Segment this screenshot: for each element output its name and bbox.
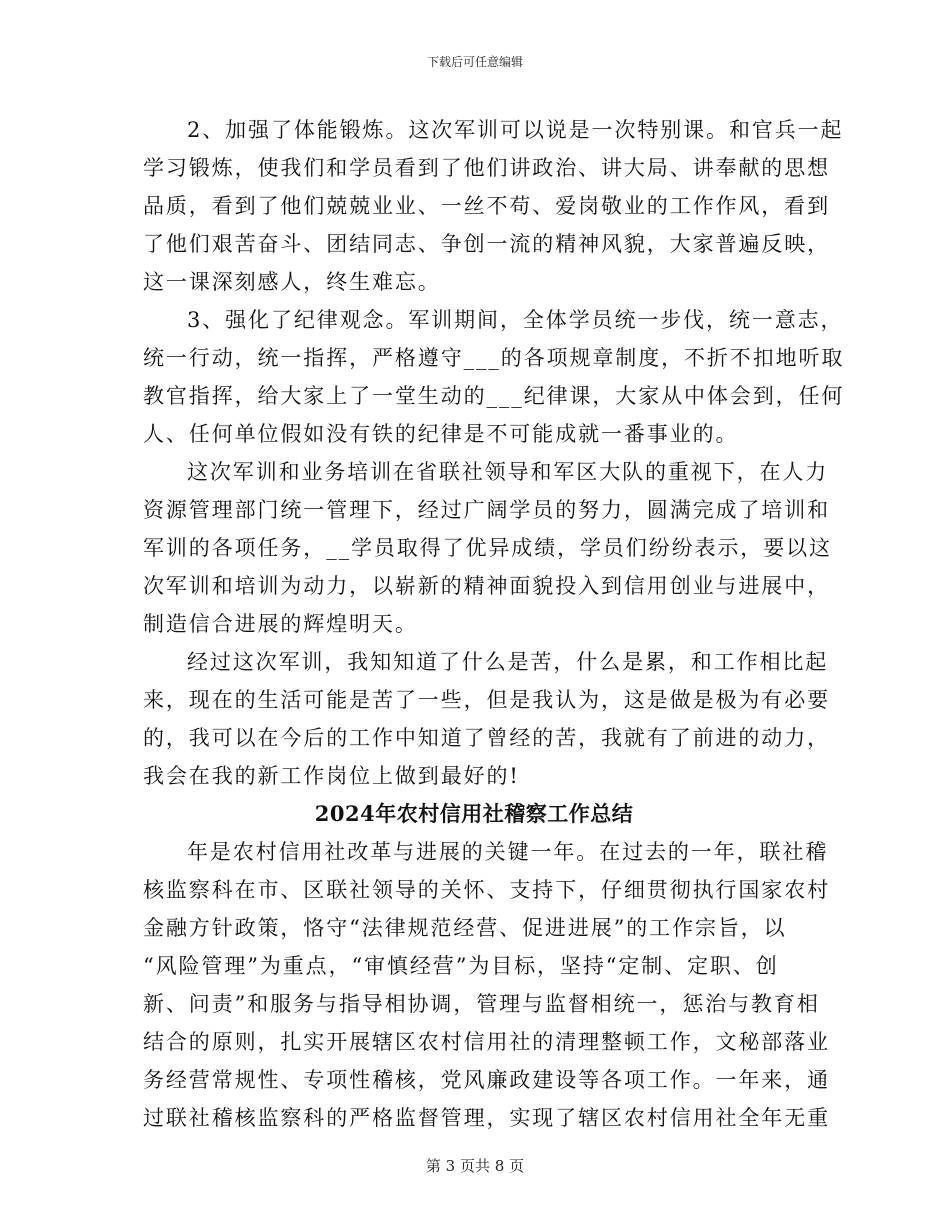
text-line: 2、加强了体能锻炼。这次军训可以说是一次特别课。和官兵一起 [187,118,844,142]
paragraph-reflection [143,643,830,795]
text-line: 人、任何单位假如没有铁的纪律是不可能成就一番事业的。 [143,422,739,446]
text-line: 核监察科在市、区联社领导的关怀、支持下，仔细贯彻执行国家农村 [143,878,830,902]
text-line: 过联社稽核监察科的严格监督管理，实现了辖区农村信用社全年无重 [143,1106,830,1130]
text-line: 结合的原则，扎实开展辖区农村信用社的清理整顿工作，文秘部落业 [143,1030,830,1054]
text-line: 年是农村信用社改革与进展的关键一年。在过去的一年，联社稽 [187,840,829,864]
text-line: “风险管理”为重点，“审慎经营”为目标，坚持“定制、定职、创 [143,954,779,978]
text-line: 我会在我的新工作岗位上做到最好的! [143,764,520,788]
text-line: 了他们艰苦奋斗、团结同志、争创一流的精神风貌，大家普遍反映， [143,232,830,256]
text-line: 品质，看到了他们兢兢业业、一丝不苟、爱岗敬业的工作作风，看到 [143,194,830,218]
page-number: 第 3 页共 8 页 [425,1157,525,1175]
text-line: 学习锻炼，使我们和学员看到了他们讲政治、讲大局、讲奉献的思想 [143,156,830,180]
text-line: 3、强化了纪律观念。军训期间，全体学员统一步伐，统一意志， [187,308,844,332]
text-line: 统一行动，统一指挥，严格遵守___的各项规章制度，不折不扣地听取 [143,346,845,370]
text-line: 金融方针政策，恪守“法律规范经营、促进进展”的工作宗旨，以 [143,916,787,940]
text-line: 军训的各项任务，__学员取得了优异成绩，学员们纷纷表示，要以这 [143,536,832,560]
text-line: 来，现在的生活可能是苦了一些，但是我认为，这是做是极为有必要 [143,688,830,712]
paragraph-training-results [143,453,832,643]
text-line: 的，我可以在今后的工作中知道了曾经的苦，我就有了前进的动力， [143,726,830,750]
text-line: 资源管理部门统一管理下，经过广阔学员的努力，圆满完成了培训和 [143,498,830,522]
text-line: 新、问责”和服务与指导相协调，管理与监督相统一，惩治与教育相 [143,992,820,1016]
paragraph-audit-summary [143,833,830,1137]
text-line: 制造信合进展的辉煌明天。 [143,612,418,636]
text-line: 经过这次军训，我知知道了什么是苦，什么是累，和工作相比起 [187,650,829,674]
paragraph-discipline [143,301,845,453]
text-line: 次军训和培训为动力，以崭新的精神面貌投入到信用创业与进展中， [143,574,830,598]
text-line: 这一课深刻感人，终生难忘。 [143,270,441,294]
paragraph-physical-training [143,111,844,301]
page-header: 下载后可任意编辑 [426,55,523,69]
text-line: 务经营常规性、专项性稽核，党风廉政建设等各项工作。一年来，通 [143,1068,830,1092]
document-body [143,111,845,1137]
section-title: 2024年农村信用社稽察工作总结 [314,801,634,826]
text-line: 教官指挥，给大家上了一堂生动的___纪律课，大家从中体会到，任何 [143,384,845,408]
text-line: 这次军训和业务培训在省联社领导和军区大队的重视下，在人力 [187,460,829,484]
